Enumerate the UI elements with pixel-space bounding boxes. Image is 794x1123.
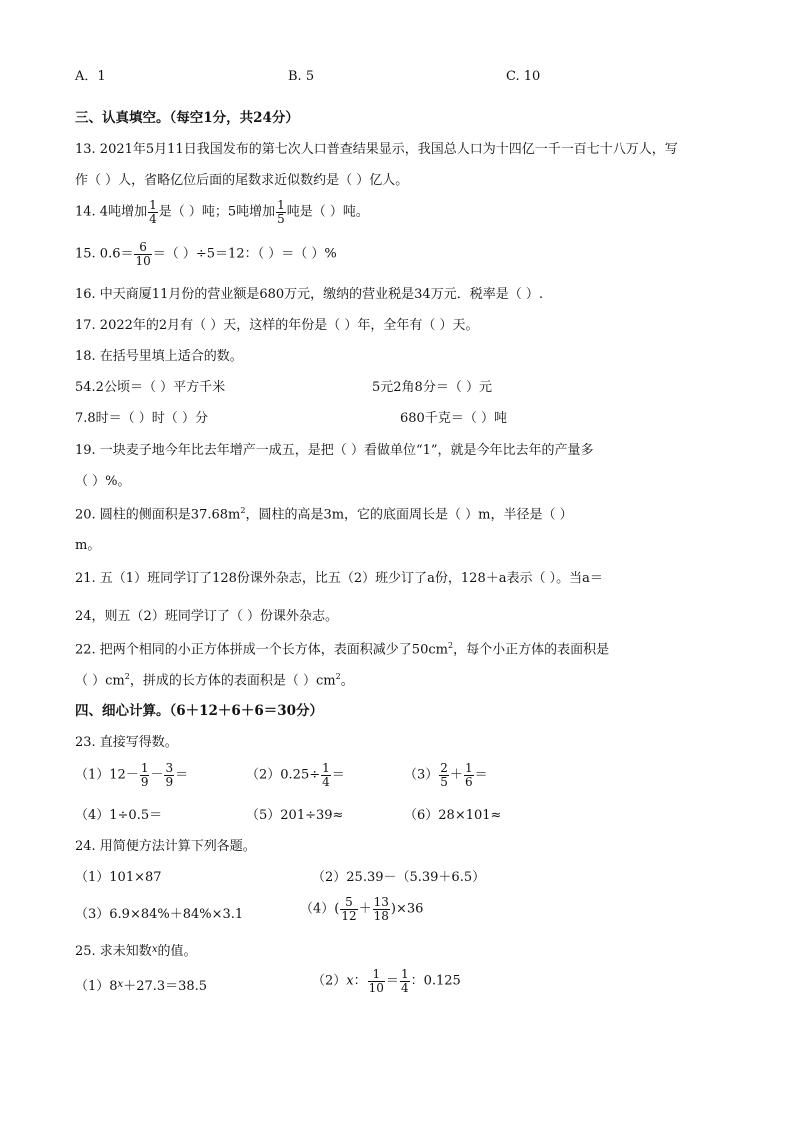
- question-18-title: 18. 在括号里填上适合的数。: [75, 349, 243, 364]
- q15-text-2: ＝（ ）÷5＝12：（ ）＝（ ）%: [152, 246, 337, 262]
- q20-text-2: ，圆柱的高是3m，它的底面周长是（ ）m，半径是（ ）: [245, 507, 573, 523]
- fraction: $\frac{1}{4}$: [149, 198, 157, 226]
- choice-b: B. 5: [288, 69, 315, 84]
- question-23-item3: （3） $\frac{2}{5}$ ＋ $\frac{1}{6}$ ＝: [404, 761, 488, 789]
- q14-text-3: 吨是（ ）吨。: [286, 204, 369, 220]
- q14-text-1: 14. 4吨增加: [75, 204, 148, 220]
- superscript: 2: [240, 506, 246, 515]
- choice-c: C. 10: [506, 69, 541, 84]
- fraction: $\frac{1}{6}$: [464, 761, 473, 789]
- q20-text-1: 20. 圆柱的侧面积是37.68m: [75, 507, 241, 523]
- question-17: 17. 2022年的2月有（ ）天，这样的年份是（ ）年，全年有（ ）天。: [75, 318, 479, 333]
- question-24-item4: （4）( $\frac{5}{12}$ ＋ $\frac{13}{18}$ )×36: [300, 895, 424, 923]
- q15-text-1: 15. 0.6＝: [75, 246, 134, 262]
- fraction: $\frac{13}{18}$: [373, 895, 389, 923]
- question-21-line2: 24，则五（2）班同学订了（ ）份课外杂志。: [75, 609, 338, 624]
- question-23-item2: （2）0.25÷ $\frac{1}{4}$ ＝: [246, 761, 345, 789]
- q22-text-3: （ ）cm: [75, 673, 125, 689]
- q22-text-4: ，拼成的长方体的表面积是（ ）cm: [129, 673, 336, 689]
- fraction: $\frac{1}{9}$: [140, 761, 149, 789]
- question-16: 16. 中天商厦11月份的营业额是680万元，缴纳的营业税是34万元．税率是（ ）.: [75, 287, 543, 302]
- question-23-item4: （4）1÷0.5＝: [75, 808, 163, 823]
- question-21-line1: 21. 五（1）班同学订了128份课外杂志，比五（2）班少订了a份，128＋a表示（ ）。当a＝: [75, 571, 603, 586]
- question-24-title: 24. 用简便方法计算下列各题。: [75, 839, 256, 854]
- question-18-b: 5元2角8分＝（ ）元: [372, 380, 492, 395]
- question-24-item2: （2）25.39－（5.39＋6.5）: [312, 870, 486, 885]
- question-13-line2: 作（ ）人，省略亿位后面的尾数求近似数约是（ ）亿人。: [75, 173, 409, 188]
- question-22-line1: [75, 642, 609, 656]
- fraction: $\frac{6}{10}$: [135, 240, 151, 268]
- question-25-item2: （2）x： $\frac{1}{10}$ ＝ $\frac{1}{4}$ ：0.125: [312, 967, 461, 995]
- question-19-line2: （ ）%。: [75, 474, 131, 489]
- question-25-item1: $(1)8^x+27.3=38.5$: [75, 979, 208, 994]
- question-23-item1: （1）12－ $\frac{1}{9}$ － $\frac{3}{9}$ ＝: [75, 761, 189, 789]
- choice-a: A．1: [75, 69, 106, 84]
- fraction: $\frac{2}{5}$: [440, 761, 448, 789]
- superscript: 2: [335, 672, 341, 681]
- q14-text-2: 是（ ）吨；5吨增加: [158, 204, 276, 220]
- question-19-line1: 19. 一块麦子地今年比去年增产一成五，是把（ ）看做单位“1”，就是今年比去年的产量多: [75, 443, 594, 458]
- question-20-line1: [75, 507, 573, 521]
- question-24-item3: （3）6.9×84%＋84%×3.1: [75, 907, 244, 922]
- fraction: $\frac{1}{10}$: [368, 967, 384, 995]
- section-heading-calculation: 四、细心计算。（6＋12＋6＋6＝30分）: [75, 703, 324, 719]
- variable-x: x: [346, 973, 354, 989]
- q22-text-2: ，每个小正方体的表面积是: [453, 642, 610, 658]
- variable-x: x: [151, 944, 158, 955]
- question-13-line1: 13. 2021年5月11日我国发布的第七次人口普查结果显示，我国总人口为十四亿一千一百七十八万人，写: [75, 142, 678, 157]
- question-14: [75, 199, 369, 225]
- question-23-item6: （6）28×101≈: [404, 808, 502, 823]
- fraction: $\frac{3}{9}$: [165, 761, 174, 789]
- question-18-c: 7.8时＝（ ）时（ ）分: [75, 411, 208, 426]
- fraction: $\frac{1}{5}$: [277, 198, 285, 226]
- q22-text-5: 。: [340, 673, 354, 689]
- question-15: [75, 241, 337, 267]
- superscript: 2: [124, 672, 130, 681]
- superscript: 2: [447, 641, 454, 650]
- question-23-title: 23. 直接写得数。: [75, 735, 178, 750]
- section-heading-fill-in: 三、认真填空。（每空1分，共24分）: [75, 110, 299, 126]
- question-22-line2: [75, 673, 354, 687]
- fraction: $\frac{1}{4}$: [400, 967, 409, 995]
- fraction: $\frac{5}{12}$: [341, 895, 357, 923]
- question-25-title: 25. 求未知数$^x$的值。: [75, 944, 197, 959]
- question-24-item1: （1）101×87: [75, 870, 162, 885]
- question-20-line2: m。: [75, 538, 101, 553]
- question-18-a: 54.2公顷＝（ ）平方千米: [75, 380, 226, 395]
- question-23-item5: （5）201÷39≈: [246, 808, 344, 823]
- question-18-d: 680千克＝（ ）吨: [400, 411, 507, 426]
- fraction: $\frac{1}{4}$: [322, 761, 330, 789]
- variable-x: x: [117, 979, 124, 990]
- q22-text-1: 22. 把两个相同的小正方体拼成一个长方体，表面积减少了50cm: [75, 642, 448, 658]
